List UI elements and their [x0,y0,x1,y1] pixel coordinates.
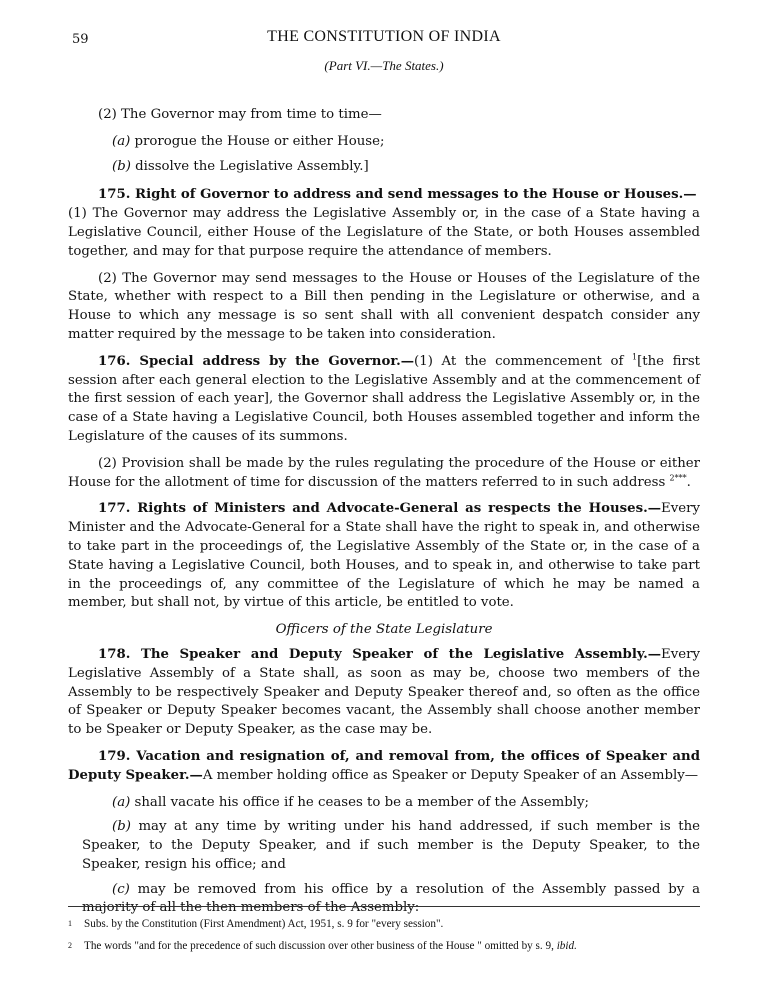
art175-heading: 175. Right of Governor to address and send messages to the House or Houses.— [98,187,697,203]
art174-clause-b [68,158,700,177]
art177-text: Every Minister and the Advocate-General for a State shall have the right to speak in, and otherwise to take part in the proceedings of, the Legislative Assembly of the State or, in the case of a State having a Legislative Council, both Houses, and to speak in, and otherwise to take part in the proceedings of, any committee of the Legislature of which he may be named a member, but shall not, by virtue of this article, be entitled to vote. [68,501,700,611]
clause-text: may at any time by writing under his hand addressed, if such member is the Speaker, to the Deputy Speaker, and if such member is the Deputy Speaker, to the Speaker, resign his office; and [82,819,700,872]
document-title: THE CONSTITUTION OF INDIA [267,28,501,45]
art176-clause-2 [68,455,700,493]
art175-clause-1: (1) The Governor may address the Legislative Assembly or, in the case of a State having a Legislative Council, either House of the Legislature of the State, or both Houses assembled together, and may for that purpose require the attendance of members. [68,206,700,259]
art179-text: A member holding office as Speaker or Deputy Speaker of an Assembly— [202,767,699,783]
footnote-mark: 1 [68,919,72,928]
art179-clause-a [68,794,700,813]
footnote-mark: 2 [68,941,72,950]
art179-clause-c [68,881,700,919]
art178-text: Every Legislative Assembly of a State shall, as soon as may be, choose two members of the Assembly to be respectively Speaker and Deputy Speaker thereof and, so often as the office of Speaker or Deputy Speaker becomes vacant, the Assembly shall choose another member to be Speaker or Deputy Speaker, as the case may be. [68,646,700,738]
clause-mark: (b) [112,819,131,835]
art177-paragraph [68,500,700,613]
art179-clause-b [68,818,700,874]
art175-paragraph-1 [68,186,700,261]
art174-clause-a [68,133,700,152]
art174-clause-2: (2) The Governor may from time to time— [98,107,382,122]
art178-paragraph [68,646,700,740]
art176-clause-1-rest: [the first session after each general election to the Legislative Assembly and at the commencement of the first session of each year], the Governor shall address the Legislative Assembly or, in the case of a State having a Legislative Council, both Houses assembled together and inform the Legislature of the causes of its summons. [68,353,700,444]
clause-mark: (c) [112,881,130,897]
clause-mark: (b) [112,158,131,174]
clause-text: may be removed from his office by a resolution of the Assembly passed by a majority of all the then members of the Assembly: [82,881,700,916]
art176-clause-1-start: (1) At the commencement of [414,353,632,369]
clause-text: dissolve the Legislative Assembly.] [130,158,369,174]
footnote-ref-2[interactable]: 2*** [669,473,687,483]
footnote-2 [68,938,700,954]
section-heading: Officers of the State Legislature [275,622,493,638]
footnote-text: Subs. by the Constitution (First Amendment) Act, 1951, s. 9 for "every session". [84,918,444,930]
clause-text: prorogue the House or either House; [130,133,385,149]
footnotes [68,916,700,960]
document-body [68,106,700,924]
footnote-ibid: ibid. [556,940,577,952]
clause-mark: (a) [112,133,131,149]
page-number: 59 [72,32,89,47]
clause-text: shall vacate his office if he ceases to be a member of the Assembly; [130,794,590,810]
footnote-1 [68,916,700,932]
art179-paragraph [68,748,700,786]
art178-heading: 178. The Speaker and Deputy Speaker of the Legislative Assembly.— [98,646,662,662]
art176-clause-2-text: (2) Provision shall be made by the rules regulating the procedure of the House or either House for the allotment of time for discussion of the matters referred to in such address [68,455,700,490]
art176-clause-2-end: . [686,474,691,490]
clause-mark: (a) [112,794,131,810]
footnote-ref-1[interactable]: 1 [631,352,638,362]
art177-heading: 177. Rights of Ministers and Advocate-General as respects the Houses.— [98,501,662,517]
art176-heading: 176. Special address by the Governor.— [98,353,415,369]
footnote-divider [68,906,700,907]
footnote-text [84,938,577,954]
footnote-body: The words "and for the precedence of such discussion over other business of the House " omitted by s. 9, [84,940,557,952]
art179-heading: 179. Vacation and resignation of, and removal from, the offices of Speaker and Deputy Speaker.— [68,748,700,783]
art175-clause-2: (2) The Governor may send messages to the House or Houses of the Legislature of the State, whether with respect to a Bill then pending in the Legislature or otherwise, and a House to which any message is so sent shall with all convenient despatch consider any matter required by the message to be taken into consideration. [68,270,700,342]
art176-paragraph-1 [68,353,700,447]
part-subtitle: (Part VI.—The States.) [324,58,444,73]
